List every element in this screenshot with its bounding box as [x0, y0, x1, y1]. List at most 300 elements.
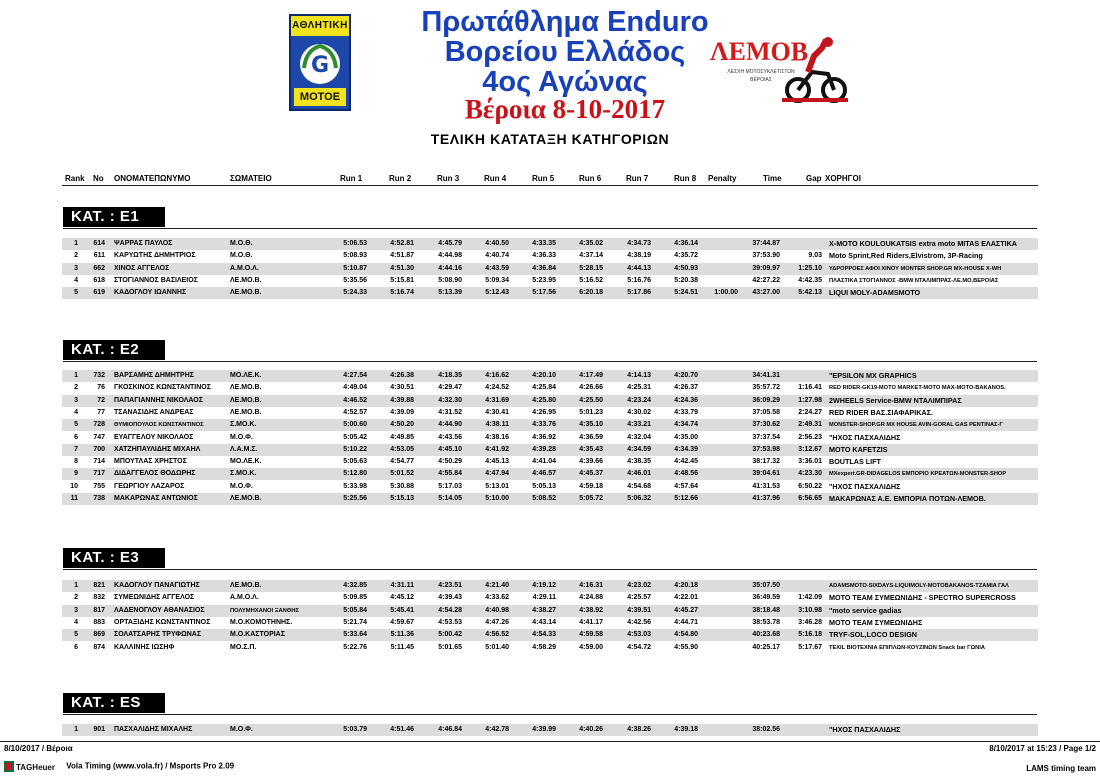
cell-run-6: 4:59.00 [579, 643, 603, 651]
cell-number: 619 [93, 289, 105, 297]
cell-rider-name: ΓΚΟΣΚΙΝΟΣ ΚΩΝΣΤΑΝΤΙΝΟΣ [114, 384, 211, 392]
cell-run-1: 5:00.60 [343, 421, 367, 429]
footer-timestamp-page: 8/10/2017 at 15:23 / Page 1/2 [989, 744, 1096, 753]
cell-run-8: 4:35.00 [674, 433, 698, 441]
cell-gap: 1:16.41 [798, 384, 822, 392]
cell-gap: 3:10.98 [798, 606, 822, 614]
cell-gap: 2:56.23 [798, 433, 822, 441]
cell-time: 41:37.96 [752, 495, 780, 502]
cell-number: 732 [93, 372, 105, 379]
cell-run-5: 5:23.95 [532, 276, 556, 284]
cell-run-7: 4:33.21 [627, 421, 651, 429]
cell-number: 747 [93, 433, 105, 441]
cell-gap: 3:12.67 [798, 445, 822, 453]
cell-sponsors: MOTO KAFETZIS [829, 444, 888, 454]
cell-run-4: 4:38.11 [485, 421, 509, 429]
cell-run-6: 4:59.18 [579, 482, 603, 490]
cell-run-2: 4:59.67 [390, 618, 414, 626]
cell-run-6: 4:24.88 [579, 594, 603, 602]
category-underline [63, 361, 1037, 362]
cell-rank: 5 [74, 289, 78, 297]
cell-run-7: 4:23.24 [627, 396, 651, 404]
cell-rider-name: ΚΑΔΟΓΛΟΥ ΠΑΝΑΓΙΩΤΗΣ [114, 582, 200, 589]
cell-rider-name: ΓΕΩΡΓΙΟΥ ΛΑΖΑΡΟΣ [114, 482, 185, 490]
cell-run-5: 4:25.84 [532, 384, 556, 392]
cell-rider-name: ΚΑΔΟΓΛΟΥ ΙΩΑΝΝΗΣ [114, 289, 187, 297]
cell-run-6: 5:05.72 [579, 495, 603, 502]
cell-number: 869 [93, 631, 105, 639]
category-underline [63, 228, 1037, 229]
cell-rider-name: ΠΑΠΑΓΙΑΝΝΗΣ ΝΙΚΟΛΑΟΣ [114, 396, 203, 404]
cell-run-4: 5:09.34 [485, 276, 509, 284]
result-row [62, 395, 1038, 407]
cell-run-3: 4:54.28 [438, 606, 462, 614]
result-row [62, 493, 1038, 505]
cell-run-3: 4:45.79 [438, 240, 462, 247]
result-row [62, 617, 1038, 629]
col-rider: ΟΝΟΜΑΤΕΠΩΝΥΜΟ [114, 174, 191, 183]
col-penalty: Penalty [708, 174, 737, 183]
cell-gap: 2:24.27 [798, 408, 822, 416]
cell-time: 36:49.59 [752, 594, 780, 602]
cell-sponsors: "EPSILON MX GRAPHICS [829, 371, 917, 380]
cell-rank: 4 [74, 408, 78, 416]
cell-run-1: 5:33.64 [343, 631, 367, 639]
cell-number: 700 [93, 445, 105, 453]
cell-time: 37:53.98 [752, 445, 780, 453]
cell-run-5: 4:29.11 [532, 594, 556, 602]
cell-run-2: 5:15.13 [390, 495, 414, 502]
event-title-line2: Βορείου Ελλάδος [444, 36, 686, 68]
cell-run-4: 4:30.41 [485, 408, 509, 416]
cell-rank: 5 [74, 421, 78, 429]
cell-run-8: 5:24.51 [674, 289, 698, 297]
cell-time: 34:41.31 [752, 372, 780, 379]
cell-run-4: 5:01.40 [485, 643, 509, 651]
cell-run-7: 4:38.19 [627, 252, 651, 260]
cell-run-1: 5:05.42 [343, 433, 367, 441]
col-no: No [93, 174, 104, 183]
result-row [62, 580, 1038, 592]
cell-sponsors: ΥΔΡΟΡΡΟΕΣ ΑΦΟΙ ΧΙΝΟΥ MONTER SHOP.GR MX-HOUSE X-WH [829, 265, 1002, 272]
logo-right-sub1: ΛΕΣΧΗ ΜΟΤΟΣΥΚΛΕΤΙΣΤΩΝ [727, 69, 795, 75]
cell-run-6: 4:38.92 [579, 606, 603, 614]
cell-run-3: 4:43.56 [438, 433, 462, 441]
result-row [62, 419, 1038, 431]
motorcycle-rider-icon [782, 36, 848, 104]
cell-time: 40:23.68 [752, 631, 780, 639]
cell-number: 755 [93, 482, 105, 490]
cell-run-5: 4:19.12 [532, 582, 556, 589]
cell-run-8: 4:20.70 [674, 372, 698, 379]
logo-left-top-text: ΑΘΛΗΤΙΚΗ [291, 16, 349, 36]
cell-run-1: 5:33.98 [343, 482, 367, 490]
cell-run-4: 4:40.50 [485, 240, 509, 247]
cell-run-8: 4:45.27 [674, 606, 698, 614]
cell-run-8: 4:22.01 [674, 594, 698, 602]
col-gap: Gap [806, 174, 822, 183]
cell-run-3: 4:46.84 [438, 726, 462, 733]
cell-number: 77 [97, 408, 105, 416]
result-row [62, 250, 1038, 262]
tagheuer-logo [4, 760, 64, 773]
cell-club: Μ.Ο.ΚΑΣΤΟΡΙΑΣ [230, 631, 285, 639]
cell-rank: 4 [74, 276, 78, 284]
cell-sponsors: TEXIL ΒΙΟΤΕΧΝΙΑ ΕΠΙΠΛΩΝ-ΚΟΥΖΙΝΩΝ Snack bar ΓΩΝΙΑ [829, 644, 985, 651]
cell-run-5: 4:33.76 [532, 421, 556, 429]
cell-run-5: 4:39.99 [532, 726, 556, 733]
cell-run-7: 4:39.51 [627, 606, 651, 614]
cell-run-5: 4:36.92 [532, 433, 556, 441]
cell-rank: 3 [74, 606, 78, 614]
cell-run-3: 5:13.39 [438, 289, 462, 297]
cell-club: Λ.Α.Μ.Σ. [230, 445, 258, 453]
cell-run-2: 4:39.88 [390, 396, 414, 404]
cell-sponsors: MOTO TEAM ΣΥΜΕΩΝΙΔΗΣ [829, 617, 923, 627]
cell-run-7: 4:54.68 [627, 482, 651, 490]
cell-run-3: 4:45.10 [438, 445, 462, 453]
cell-number: 883 [93, 618, 105, 626]
cell-sponsors: Moto Sprint,Red Riders,Elvistrom, 3P-Racing [829, 251, 983, 261]
mотое-logo [289, 14, 351, 111]
cell-run-7: 4:38.35 [627, 458, 651, 466]
cell-sponsors: "ΗΧΟΣ ΠΑΣΧΑΛΙΔΗΣ [829, 725, 901, 734]
cell-rider-name: ΔΙΔΑΓΓΕΛΟΣ ΘΟΔΩΡΗΣ [114, 470, 196, 478]
cell-run-8: 4:34.39 [674, 445, 698, 453]
cell-run-8: 4:20.18 [674, 582, 698, 589]
cell-sponsors: "ΗΧΟΣ ΠΑΣΧΑΛΙΔΗΣ [829, 432, 901, 442]
cell-rider-name: ΛΑΔΕΝΟΓΛΟΥ ΑΘΑΝΑΣΙΟΣ [114, 606, 205, 614]
cell-club: ΛΕ.ΜΟ.Β. [230, 289, 262, 297]
cell-run-6: 4:39.66 [579, 458, 603, 466]
cell-rider-name: ΤΣΑΝΑΣΙΔΗΣ ΑΝΔΡΕΑΣ [114, 408, 194, 416]
cell-run-7: 4:14.13 [627, 372, 651, 379]
cell-club: ΜΟ.ΛΕ.Κ. [230, 458, 262, 466]
cell-run-4: 4:56.52 [485, 631, 509, 639]
cell-run-6: 5:01.23 [579, 408, 603, 416]
cell-run-2: 5:01.52 [390, 470, 414, 478]
cell-run-8: 4:39.18 [674, 726, 698, 733]
cell-run-6: 4:41.17 [579, 618, 603, 626]
cell-run-2: 5:30.88 [390, 482, 414, 490]
cell-run-6: 4:45.37 [579, 470, 603, 478]
cell-club: Σ.ΜΟ.Κ. [230, 421, 257, 429]
cell-run-1: 4:27.54 [343, 372, 367, 379]
cell-run-2: 4:50.20 [390, 421, 414, 429]
cell-sponsors: TRYF-SOL,LOCO DESIGN [829, 630, 917, 640]
cell-run-8: 4:48.56 [674, 470, 698, 478]
footer-date-place: 8/10/2017 / Βέροια [4, 744, 73, 753]
cell-rank: 1 [74, 582, 78, 589]
cell-run-1: 5:10.22 [343, 445, 367, 453]
cell-sponsors: ΜΑΚΑΡΩΝΑΣ Α.Ε. ΕΜΠΟΡΙΑ ΠΟΤΩΝ-ΛΕΜΟΒ. [829, 494, 986, 503]
category-heading: ΚΑΤ. : E2 [63, 340, 165, 360]
cell-number: 611 [93, 252, 105, 260]
cell-club: Α.Μ.Ο.Λ. [230, 264, 259, 272]
col-run1: Run 1 [340, 174, 363, 183]
cell-gap: 6:50.22 [798, 482, 822, 490]
col-sponsors: ΧΟΡΗΓΟΙ [825, 174, 861, 183]
cell-run-7: 4:44.13 [627, 264, 651, 272]
cell-run-4: 4:47.26 [485, 618, 509, 626]
cell-run-1: 5:03.79 [343, 726, 367, 733]
cell-run-3: 4:31.52 [438, 408, 462, 416]
result-row [62, 382, 1038, 394]
cell-number: 832 [93, 594, 105, 602]
cell-run-1: 4:46.52 [343, 396, 367, 404]
cell-run-4: 4:16.62 [485, 372, 509, 379]
cell-rider-name: ΧΙΝΟΣ ΑΓΓΕΛΟΣ [114, 264, 170, 272]
cell-run-2: 5:45.41 [390, 606, 414, 614]
cell-gap: 4:23.30 [798, 470, 822, 478]
cell-club: Μ.Ο.Θ. [230, 240, 253, 247]
cell-run-3: 4:23.51 [438, 582, 462, 589]
cell-run-1: 5:08.93 [343, 252, 367, 260]
cell-club: ΛΕ.ΜΟ.Β. [230, 276, 262, 284]
category-heading: ΚΑΤ. : E3 [63, 548, 165, 568]
cell-run-4: 4:31.69 [485, 396, 509, 404]
cell-run-3: 4:39.43 [438, 594, 462, 602]
cell-number: 874 [93, 643, 105, 651]
cell-run-1: 5:05.84 [343, 606, 367, 614]
cell-run-7: 4:23.02 [627, 582, 651, 589]
cell-club: ΛΕ.ΜΟ.Β. [230, 408, 262, 416]
cell-run-1: 5:10.87 [343, 264, 367, 272]
cell-run-1: 4:49.04 [343, 384, 367, 392]
wreath-emblem-icon [296, 38, 344, 90]
cell-run-6: 5:28.15 [579, 264, 603, 272]
cell-sponsors: ADAMSMOTO-SIXDAYS-LIQUIMOLY-MOTOBAKANOS-TZAMIA ΓΑΛ [829, 583, 1009, 589]
cell-run-4: 5:13.01 [485, 482, 509, 490]
cell-club: Μ.Ο.Θ. [230, 252, 253, 260]
logo-right-sub2: ΒΕΡΟΙΑΣ [750, 77, 772, 83]
cell-club: Μ.Ο.Φ. [230, 433, 253, 441]
cell-sponsors: LIQUI MOLY-ADAMSMOTO [829, 288, 921, 298]
cell-number: 72 [97, 396, 105, 404]
cell-rank: 1 [74, 726, 78, 733]
cell-run-6: 4:35.10 [579, 421, 603, 429]
col-run6: Run 6 [579, 174, 602, 183]
cell-run-5: 4:36.33 [532, 252, 556, 260]
cell-run-8: 5:12.66 [674, 495, 698, 502]
cell-club: ΜΟ.Σ.Π. [230, 643, 257, 651]
cell-run-7: 5:17.86 [627, 289, 651, 297]
cell-time: 39:04.61 [752, 470, 780, 478]
cell-sponsors: ΠΛΑΣΤΙΚΑ ΣΤΟΓΙΑΝΝΟΣ -BMW ΝΤΑΛΙΜΠΡΑΣ-ΛΕ.ΜΟ.ΒΕΡΟΙΑΣ [829, 277, 999, 284]
cell-run-7: 4:25.31 [627, 384, 651, 392]
cell-run-4: 4:41.92 [485, 445, 509, 453]
cell-rider-name: ΜΑΚΑΡΩΝΑΣ ΑΝΤΩΝΙΟΣ [114, 495, 198, 502]
cell-run-4: 4:33.62 [485, 594, 509, 602]
cell-run-1: 5:06.53 [343, 240, 367, 247]
cell-time: 36:09.29 [752, 396, 780, 404]
cell-sponsors: "ΗΧΟΣ ΠΑΣΧΑΛΙΔΗΣ [829, 481, 901, 491]
cell-number: 821 [93, 582, 105, 589]
cell-sponsors: MXexpert.GR-DIDAGELOS ΕΜΠΟΡΙΟ ΚΡΕΑΤΩΝ-MONSTER-SHOP [829, 471, 1007, 478]
cell-club: ΛΕ.ΜΟ.Β. [230, 582, 262, 589]
cell-run-4: 4:38.16 [485, 433, 509, 441]
cell-run-5: 4:36.84 [532, 264, 556, 272]
result-row [62, 444, 1038, 456]
cell-rank: 5 [74, 631, 78, 639]
cell-run-1: 5:22.76 [343, 643, 367, 651]
lemov-logo [710, 36, 850, 104]
cell-run-3: 5:01.65 [438, 643, 462, 651]
cell-run-1: 5:05.63 [343, 458, 367, 466]
col-run3: Run 3 [437, 174, 460, 183]
cell-run-5: 5:05.13 [532, 482, 556, 490]
cell-run-2: 4:49.85 [390, 433, 414, 441]
col-run2: Run 2 [389, 174, 412, 183]
cell-number: 76 [97, 384, 105, 392]
cell-run-4: 4:40.74 [485, 252, 509, 260]
cell-run-7: 4:38.26 [627, 726, 651, 733]
cell-number: 738 [93, 495, 105, 502]
cell-run-2: 5:11.36 [390, 631, 414, 639]
cell-sponsors: MONSTER-SHOP.GR MX HOUSE AVIN-GORAL GAS PENTINAΣ-Γ [829, 422, 1003, 429]
col-run4: Run 4 [484, 174, 507, 183]
cell-club: Μ.Ο.Φ. [230, 726, 253, 733]
cell-run-6: 4:40.26 [579, 726, 603, 733]
cell-gap: 5:42.13 [798, 289, 822, 297]
event-date-location: Βέροια 8-10-2017 [464, 94, 666, 124]
logo-left-bottom-text: ΜΟΤΟΕ [294, 88, 346, 106]
cell-sponsors: X-MOTO KOULOUKATSIS extra moto MITAS ΕΛΑΣΤΙΚΑ [829, 239, 1017, 248]
cell-gap: 2:49.31 [798, 421, 822, 429]
cell-club: ΛΕ.ΜΟ.Β. [230, 384, 262, 392]
cell-rank: 7 [74, 445, 78, 453]
cell-rider-name: ΚΑΡΥΩΤΗΣ ΔΗΜΗΤΡΙΟΣ [114, 252, 196, 260]
cell-club: Σ.ΜΟ.Κ. [230, 470, 257, 478]
cell-gap: 6:56.65 [798, 495, 822, 502]
cell-run-6: 4:26.66 [579, 384, 603, 392]
event-title-line3: 4ος Αγώνας [482, 66, 648, 98]
event-title-line1: Πρωτάθλημα Enduro [421, 6, 709, 38]
cell-number: 714 [93, 458, 105, 466]
cell-number: 618 [93, 276, 105, 284]
cell-run-6: 4:16.31 [579, 582, 603, 589]
cell-run-6: 4:35.43 [579, 445, 603, 453]
cell-sponsors: 2WHEELS Service-BMW ΝΤΑΛΙΜΠΙΡΑΣ [829, 395, 962, 405]
cell-run-7: 4:32.04 [627, 433, 651, 441]
footer-divider [0, 741, 1100, 742]
cell-sponsors: RED RIDER ΒΑΣ.ΣΙΑΦΑΡΙΚΑΣ. [829, 407, 933, 417]
cell-run-3: 5:17.03 [438, 482, 462, 490]
cell-run-5: 5:08.52 [532, 495, 556, 502]
cell-run-7: 4:46.01 [627, 470, 651, 478]
category-heading: ΚΑΤ. : E1 [63, 207, 165, 227]
svg-text:G: G [310, 53, 330, 78]
cell-rider-name: ΣΤΟΓΙΑΝΝΟΣ ΒΑΣΙΛΕΙΟΣ [114, 276, 198, 284]
category-heading: ΚΑΤ. : ES [63, 693, 165, 713]
cell-run-4: 4:47.94 [485, 470, 509, 478]
category-underline [63, 569, 1037, 570]
cell-run-2: 4:45.12 [390, 594, 414, 602]
cell-rider-name: ΣΟΛΑΤΣΑΡΗΣ ΤΡΥΦΩΝΑΣ [114, 631, 202, 639]
cell-rider-name: ΘΥΜΙΟΠΟΥΛΟΣ ΚΩΝΣΤΑΝΤΙΝΟΣ [114, 422, 204, 429]
cell-time: 35:57.72 [752, 384, 780, 392]
cell-run-4: 4:40.98 [485, 606, 509, 614]
cell-gap: 3:36.01 [798, 458, 822, 466]
cell-run-6: 5:16.52 [579, 276, 603, 284]
cell-number: 662 [93, 264, 105, 272]
cell-run-5: 4:54.33 [532, 631, 556, 639]
cell-run-5: 4:25.80 [532, 396, 556, 404]
cell-run-1: 5:21.74 [343, 618, 367, 626]
cell-run-1: 5:24.33 [343, 289, 367, 297]
cell-time: 38:53.78 [752, 618, 780, 626]
result-row [62, 724, 1038, 736]
cell-run-5: 4:39.28 [532, 445, 556, 453]
cell-run-2: 4:52.81 [390, 240, 414, 247]
cell-run-6: 4:17.49 [579, 372, 603, 379]
cell-run-3: 4:50.29 [438, 458, 462, 466]
cell-sponsors: MOTO TEAM ΣΥΜΕΩΝΙΔΗΣ - SPECTRO SUPERCROSS [829, 593, 1016, 603]
cell-rider-name: ΚΑΛΛΙΝΗΣ ΙΩΣΗΦ [114, 643, 175, 651]
cell-run-4: 5:12.43 [485, 289, 509, 297]
cell-club: ΜΟ.ΛΕ.Κ. [230, 372, 262, 379]
cell-sponsors: RED RIDER-GK19-MOTO MARKET-MOTO MAX-MOTO-BAKANOS. [829, 385, 1006, 392]
cell-club: ΛΕ.ΜΟ.Β. [230, 495, 262, 502]
cell-run-5: 4:26.95 [532, 408, 556, 416]
cell-run-1: 4:32.85 [343, 582, 367, 589]
cell-rank: 9 [74, 470, 78, 478]
cell-run-8: 4:54.80 [674, 631, 698, 639]
cell-club: ΛΕ.ΜΟ.Β. [230, 396, 262, 404]
cell-run-8: 4:57.64 [674, 482, 698, 490]
cell-time: 39:09.97 [752, 264, 780, 272]
result-row [62, 468, 1038, 480]
col-run8: Run 8 [674, 174, 697, 183]
cell-run-5: 4:43.14 [532, 618, 556, 626]
cell-rank: 2 [74, 384, 78, 392]
result-row [62, 629, 1038, 641]
cell-run-7: 4:30.02 [627, 408, 651, 416]
cell-run-3: 4:18.35 [438, 372, 462, 379]
cell-rank: 10 [70, 482, 78, 490]
cell-rider-name: ΟΡΤΑΞΙΔΗΣ ΚΩΝΣΤΑΝΤΙΝΟΣ [114, 618, 211, 626]
cell-time: 37:53.90 [752, 252, 780, 260]
cell-number: 717 [93, 470, 105, 478]
result-row [62, 642, 1038, 654]
cell-rank: 4 [74, 618, 78, 626]
col-run5: Run 5 [532, 174, 555, 183]
cell-time: 42:27.22 [752, 276, 780, 284]
cell-run-7: 5:16.76 [627, 276, 651, 284]
cell-run-7: 4:34.59 [627, 445, 651, 453]
cell-run-3: 5:14.05 [438, 495, 462, 502]
cell-number: 901 [93, 726, 105, 733]
category-underline [63, 714, 1037, 715]
cell-rider-name: ΜΠΟΥΤΛΑΣ ΧΡΗΣΤΟΣ [114, 458, 187, 466]
cell-run-7: 4:25.57 [627, 594, 651, 602]
cell-club: ΠΟΛΥΜΗΧΑΝΟΙ ΞΑΝΘΗΣ [230, 607, 300, 614]
cell-run-3: 4:29.47 [438, 384, 462, 392]
cell-run-5: 4:20.10 [532, 372, 556, 379]
result-row [62, 592, 1038, 604]
cell-run-8: 4:55.90 [674, 643, 698, 651]
cell-run-2: 4:30.51 [390, 384, 414, 392]
cell-run-8: 4:44.71 [674, 618, 698, 626]
cell-time: 43:27.00 [752, 289, 780, 297]
cell-number: 817 [93, 606, 105, 614]
cell-run-5: 4:41.04 [532, 458, 556, 466]
cell-time: 40:25.17 [752, 643, 780, 651]
cell-run-8: 4:42.45 [674, 458, 698, 466]
cell-run-4: 4:43.59 [485, 264, 509, 272]
cell-number: 728 [93, 421, 105, 429]
col-club: ΣΩΜΑΤΕΙΟ [230, 174, 272, 183]
